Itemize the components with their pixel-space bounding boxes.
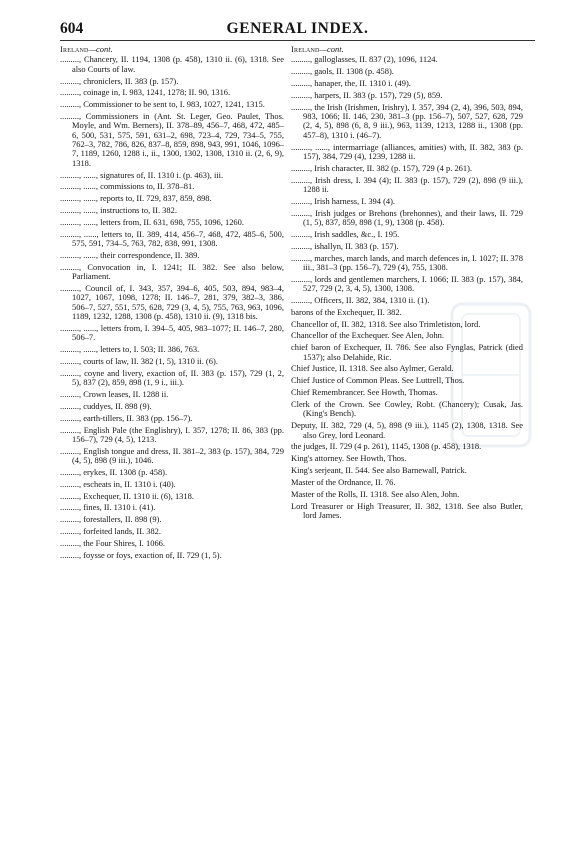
index-entry: ........., harpers, II. 383 (p. 157), 729 (5), 859. (291, 89, 443, 100)
index-entry: ........., Council of, I. 343, 357, 394–6, 405, 503, 894, 983–4, 1027, 1067, 1098, 1278; II. 146–7, 281, 379, 382–3, 386, 506–7, 527, 551, 575, 628, 729 (3, 4, 5), 755, 763, 963, 1096, 1189, 1232, 1288, 1308 (p. 458), 1310 ii. (9), 1318 bis. (60, 283, 284, 322)
index-entry: ........., coyne and livery, exaction of, II. 383 (p. 157), 729 (1, 2, 5), 837 (2), 859, 898 (1, 9 i., iii.). (60, 367, 284, 388)
index-entry: ........., the Irish (Irishmen, Irishry), I. 357, 394 (2, 4), 396, 503, 894, 983, 1066; II. 146, 230, 381–3 (pp. 156–7), 507, 527, 628, 729 (2, 4, 5), 898 (6, 8, 9 iii.), 963, 1139, 1213, 1288 ii., 1308 (pp. 457–8), 1310 i. (46–7). (291, 101, 523, 140)
index-entry: ........., Irish character, II. 382 (p. 157), 729 (4 p. 261). (291, 162, 473, 173)
index-entry: ........., Irish harness, I. 394 (4). (291, 195, 396, 206)
column-heading (60, 45, 284, 54)
index-entry: ........., lords and gentlemen marchers, I. 1066; II. 383 (p. 157), 384, 527, 729 (2, 3, 4, 5), 1300, 1308. (291, 273, 523, 294)
index-entry: ........., erykes, II. 1308 (p. 458). (60, 466, 168, 477)
index-entry: ........., ......, letters to, I. 503; II. 386, 763. (60, 344, 200, 355)
column-heading (291, 45, 523, 54)
index-entry: ........., Officers, II. 382, 384, 1310 ii. (1). (291, 294, 430, 305)
index-entry: Chief Justice, II. 1318. See also Aylmer, Gerald. (291, 363, 454, 374)
index-entry: ........., ......, letters from, I. 394–5, 405, 983–1077; II. 146–7, 280, 506–7. (60, 322, 284, 343)
index-entry: ........., the Four Shires, I. 1066. (60, 537, 165, 548)
index-entry: ........., Irish saddles, &c., I. 195. (291, 228, 400, 239)
index-entry: ........., cuddyes, II. 898 (9). (60, 400, 152, 411)
index-entry: ........., forfeited lands, II. 382. (60, 526, 161, 537)
column-heading-main: Ireland (291, 44, 320, 54)
column-heading-suffix: —cont. (88, 44, 113, 54)
index-entry: ........., Irish judges or Brehons (brehonnes), and their laws, II. 729 (1, 5), 837, 859, 898 (1, 9), 1308 (p. 458). (291, 207, 523, 227)
index-entry: ........., Chancery, II. 1194, 1308 (p. 458), 1310 ii. (6), 1318. See also Courts of law. (60, 54, 284, 74)
column-heading-suffix: —cont. (319, 44, 344, 54)
header-rule (60, 40, 535, 41)
library-stamp-watermark (448, 300, 534, 450)
index-entry: ........., ......, intermarriage (alliances, amities) with, II. 382, 383 (p. 157), 384, 729 (4), 1239, 1288 ii. (291, 141, 523, 161)
index-entry: Lord Treasurer or High Treasurer, II. 382, 1318. See also Butler, lord James. (291, 500, 523, 520)
index-entry: the judges, II. 729 (4 p. 261), 1145, 1308 (p. 458), 1318. (291, 441, 482, 452)
page-title: GENERAL INDEX. (226, 20, 369, 37)
index-entry: ........., gaols, II. 1308 (p. 458). (291, 66, 394, 77)
index-entry: ........., escheats in, II. 1310 i. (40). (60, 478, 176, 489)
left-column (60, 45, 284, 563)
index-entry: barons of the Exchequer, II. 382. (291, 306, 402, 317)
index-entry: ........., galloglasses, II. 837 (2), 1096, 1124. (291, 54, 438, 65)
page-number: 604 (60, 20, 84, 37)
right-entry-list (291, 55, 523, 520)
index-entry: ........., English tongue and dress, II. 381–2, 383 (p. 157), 384, 729 (4, 5), 898 (9 iii.), 1046. (60, 445, 284, 466)
index-entry: Master of the Rolls, II. 1318. See also Alen, John. (291, 488, 460, 499)
index-entry: ........., English Pale (the Englishry), I. 357, 1278; II. 86, 383 (pp. 156–7), 729 (4, 5), 1213. (60, 424, 284, 444)
index-entry: ........., ishallyn, II. 383 (p. 157). (291, 240, 399, 251)
index-entry: ........., ......, commissions to, II. 378–81. (60, 181, 195, 192)
index-entry: ........., ......, their correspondence, II. 389. (60, 250, 200, 261)
index-entry: ........., ......, letters from, II. 631, 698, 755, 1096, 1260. (60, 217, 244, 227)
index-entry: ........., ......, signatures of, II. 1310 i. (p. 463), iii. (60, 169, 224, 180)
page-header (60, 20, 535, 42)
index-entry: ........., Irish dress, I. 394 (4); II. 383 (p. 157), 729 (2), 898 (9 iii.), 1288 ii. (291, 174, 523, 194)
index-entry: chief baron of Exchequer, II. 786. See also Fynglas, Patrick (died 1537); also Delahide, Ric. (291, 342, 523, 362)
index-entry: ........., courts of law, II. 382 (1, 5), 1310 ii. (6). (60, 355, 218, 366)
index-entry: Master of the Ordnance, II. 76. (291, 476, 396, 487)
index-entry: ........., coinage in, I. 983, 1241, 1278; II. 90, 1316. (60, 87, 231, 98)
index-entry: ........., Commissioners in (Ant. St. Leger, Geo. Paulet, Thos. Moyle, and Wm. Berners), II. 378–89, 456–7, 468, 472, 485–6, 500, 531, 575, 591, 631–2, 698, 723–4, 729, 734–5, 755, 762–3, 782, 786, 826, 837–8, 859, 898, 943, 991, 1046, 1096–7, 1189, 1260, 1288 i., ii., 1300, 1302, 1308, 1310 ii. (2, 6, 9), 1318. (60, 111, 284, 168)
index-entry: King's attorney. See Howth, Thos. (291, 453, 407, 464)
index-entry: ........., hanaper, the, II. 1310 i. (49). (291, 78, 411, 89)
index-entry: Chief Justice of Common Pleas. See Luttrell, Thos. (291, 375, 465, 386)
index-entry: Clerk of the Crown. See Cowley, Robt. (Chancery); Cusak, Jas. (King's Bench). (291, 399, 523, 419)
index-entry: ........., chroniclers, II. 383 (p. 157). (60, 75, 179, 86)
column-heading-main: Ireland (60, 44, 89, 54)
index-entry: ........., ......, instructions to, II. 382. (60, 205, 177, 216)
index-entry: Chief Remembrancer. See Howth, Thomas. (291, 387, 438, 398)
index-entry: Chancellor of the Exchequer. See Alen, John. (291, 330, 445, 341)
index-entry: ........., foysse or foys, exaction of, II. 729 (1, 5). (60, 549, 222, 560)
index-entry: ........., Exchequer, II. 1310 ii. (6), 1318. (60, 490, 194, 501)
index-entry: ........., marches, march lands, and march defences in, I. 1027; II. 378 iii., 381–3 (pp. 156–7), 729 (4), 755, 1308. (291, 252, 523, 272)
index-entry: ........., fines, II. 1310 i. (41). (60, 502, 156, 513)
left-entry-list (60, 55, 284, 560)
index-entry: King's serjeant, II. 544. See also Barnewall, Patrick. (291, 465, 467, 476)
index-entry: ........., ......, letters to, II. 389, 414, 456–7, 468, 472, 485–6, 500, 575, 591, 734–5, 763, 782, 838, 991, 1308. (60, 228, 284, 249)
index-entry: ........., earth-tillers, II. 383 (pp. 156–7). (60, 412, 193, 423)
index-entry: ........., forestallers, II. 898 (9). (60, 514, 162, 525)
index-entry: ........., ......, reports to, II. 729, 837, 859, 898. (60, 193, 212, 204)
index-entry: ........., Crown leases, II. 1288 ii. (60, 389, 169, 399)
right-column (291, 45, 523, 523)
index-entry: Deputy, II. 382, 729 (4, 5), 898 (9 iii.), 1145 (2), 1308, 1318. See also Grey, lord Leonard. (291, 420, 523, 440)
index-entry: ........., Commissioner to be sent to, I. 983, 1027, 1241, 1315. (60, 99, 265, 110)
index-entry: ........., Convocation in, I. 1241; II. 382. See also below, Parliament. (60, 261, 284, 282)
index-entry: Chancellor of, II. 382, 1318. See also Trimletiston, lord. (291, 318, 481, 329)
